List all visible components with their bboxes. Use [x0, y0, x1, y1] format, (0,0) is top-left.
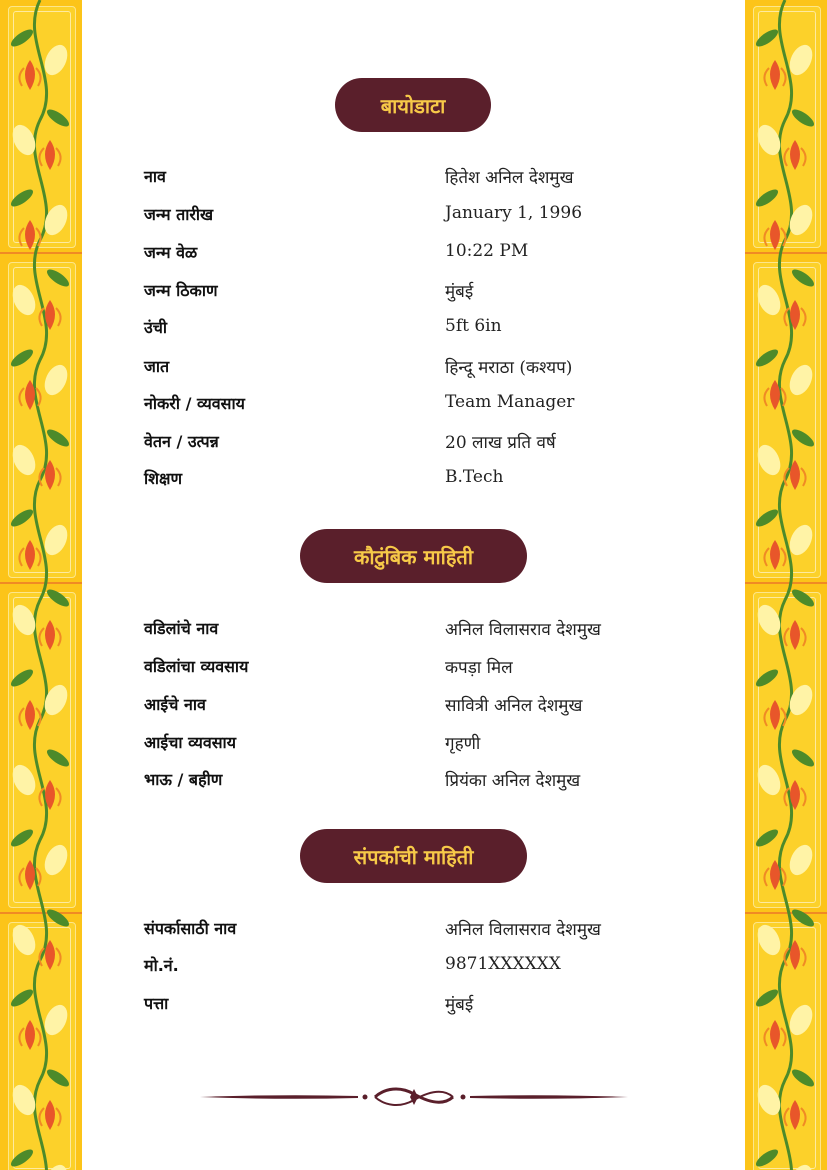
family-row: [144, 768, 664, 798]
field-label: वडिलांचा व्यवसाय: [144, 657, 249, 676]
family-row: [144, 693, 664, 723]
field-value: हितेश अनिल देशमुख: [445, 168, 574, 188]
right-floral-border: [745, 0, 827, 1170]
field-label: उंची: [144, 318, 168, 337]
field-label: वेतन / उत्पन्न: [144, 432, 219, 451]
ornament-divider-icon: [200, 1080, 628, 1114]
biodata-row: [144, 355, 664, 385]
family-row: [144, 731, 664, 761]
field-value: 10:22 PM: [445, 241, 529, 261]
field-label: जात: [144, 357, 170, 376]
contact-row: [144, 992, 664, 1022]
field-label: नाव: [144, 167, 166, 186]
field-value: 20 लाख प्रति वर्ष: [445, 433, 556, 453]
field-value: मुंबई: [445, 282, 474, 302]
biodata-row: [144, 165, 664, 195]
left-floral-border: [0, 0, 82, 1170]
field-value: गृहणी: [445, 734, 481, 754]
family-row: [144, 617, 664, 647]
vine-pattern-icon: [0, 0, 82, 1170]
section-title-contact: संपर्काची माहिती: [300, 829, 527, 883]
biodata-row: [144, 392, 664, 422]
field-label: संपर्कासाठी नाव: [144, 919, 237, 938]
field-label: मो.नं.: [144, 956, 179, 975]
field-value: मुंबई: [445, 995, 474, 1015]
biodata-row: [144, 430, 664, 460]
field-value: 9871XXXXXX: [445, 954, 561, 974]
section-title-biodata: बायोडाटा: [335, 78, 491, 132]
family-row: [144, 655, 664, 685]
field-value: अनिल विलासराव देशमुख: [445, 920, 601, 940]
field-value: B.Tech: [445, 467, 504, 487]
biodata-row: [144, 241, 664, 271]
field-value: January 1, 1996: [445, 203, 583, 223]
field-label: भाऊ / बहीण: [144, 770, 223, 789]
field-label: नोकरी / व्यवसाय: [144, 394, 245, 413]
biodata-row: [144, 203, 664, 233]
field-value: सावित्री अनिल देशमुख: [445, 696, 583, 716]
field-label: शिक्षण: [144, 469, 183, 488]
field-label: जन्म ठिकाण: [144, 281, 218, 300]
field-value: 5ft 6in: [445, 316, 502, 336]
field-label: आईचा व्यवसाय: [144, 733, 236, 752]
vine-pattern-icon: [745, 0, 827, 1170]
biodata-row: [144, 467, 664, 497]
field-label: पत्ता: [144, 994, 169, 1013]
field-label: आईचे नाव: [144, 695, 206, 714]
field-value: प्रियंका अनिल देशमुख: [445, 771, 581, 791]
field-value: अनिल विलासराव देशमुख: [445, 620, 601, 640]
contact-row: [144, 954, 664, 984]
field-label: वडिलांचे नाव: [144, 619, 219, 638]
biodata-row: [144, 279, 664, 309]
contact-row: [144, 917, 664, 947]
field-label: जन्म तारीख: [144, 205, 214, 224]
section-title-family: कौटुंबिक माहिती: [300, 529, 527, 583]
field-value: Team Manager: [445, 392, 575, 412]
biodata-row: [144, 316, 664, 346]
field-value: हिन्दू मराठा (कश्यप): [445, 358, 573, 378]
field-label: जन्म वेळ: [144, 243, 198, 262]
field-value: कपड़ा मिल: [445, 658, 513, 678]
